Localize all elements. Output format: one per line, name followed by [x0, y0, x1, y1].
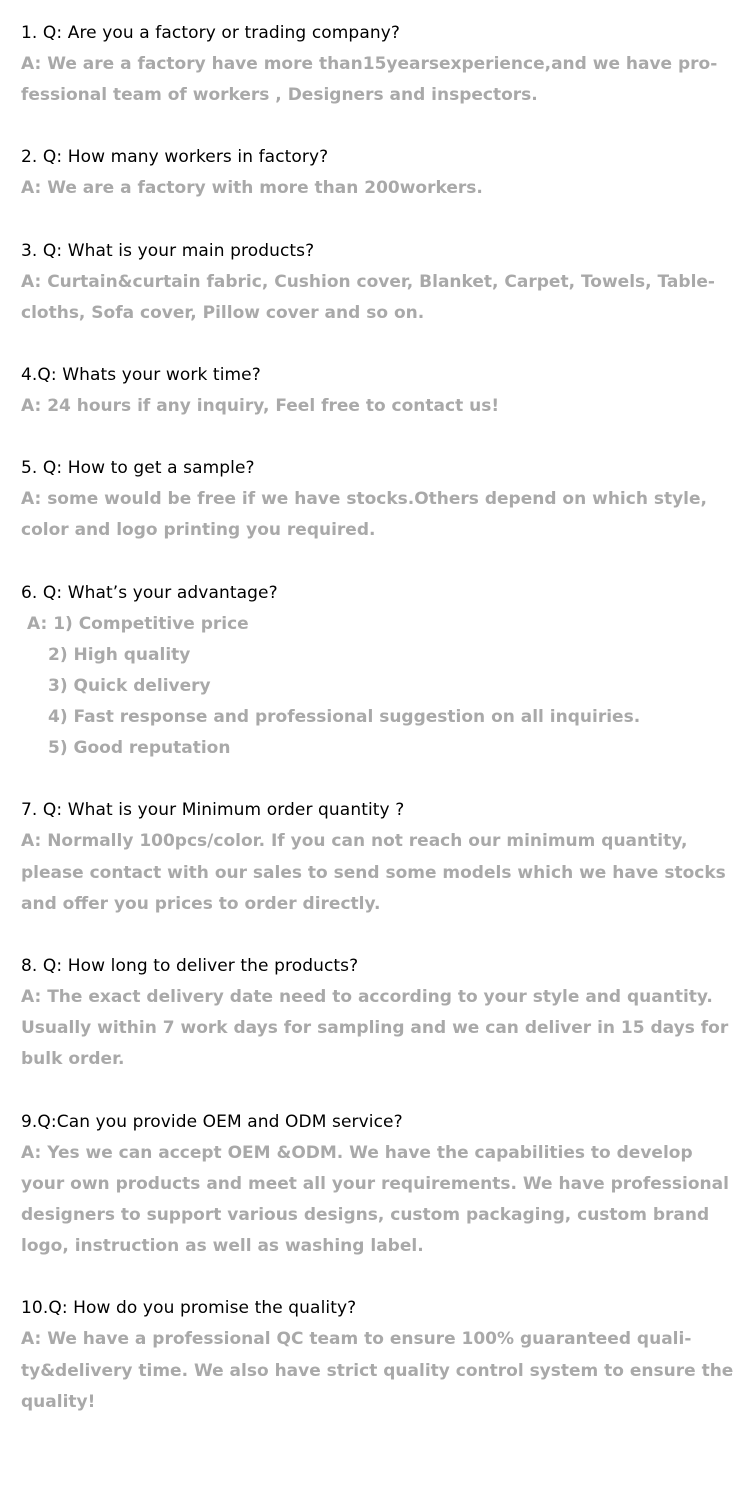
- faq-item-9: [21, 1107, 733, 1263]
- answer-line: A: 24 hours if any inquiry, Feel free to contact us!: [21, 395, 500, 416]
- faq-question: 2. Q: How many workers in factory?: [21, 147, 329, 168]
- faq-question: 5. Q: How to get a sample?: [21, 458, 255, 479]
- answer-line: bulk order.: [21, 1049, 125, 1070]
- answer-line: 4) Fast response and professional suggestion on all inquiries.: [48, 707, 641, 728]
- faq-answer: [21, 173, 733, 204]
- faq-item-8: [21, 951, 733, 1076]
- faq-item-7: [21, 795, 733, 920]
- faq-question: 9.Q:Can you provide OEM and ODM service?: [21, 1111, 403, 1132]
- answer-line: color and logo printing you required.: [21, 520, 376, 541]
- faq-answer: [21, 49, 733, 111]
- faq-question: 1. Q: Are you a factory or trading company?: [21, 23, 400, 43]
- faq-list: [21, 18, 733, 1449]
- faq-answer: [21, 609, 733, 765]
- faq-question: 10.Q: How do you promise the quality?: [21, 1298, 357, 1319]
- faq-answer: [21, 484, 733, 546]
- answer-line: logo, instruction as well as washing label.: [21, 1236, 424, 1257]
- answer-line: A: We are a factory with more than 200workers.: [21, 178, 483, 199]
- faq-question: 3. Q: What is your main products?: [21, 240, 315, 261]
- faq-question: 8. Q: How long to deliver the products?: [21, 956, 359, 976]
- faq-question: 7. Q: What is your Minimum order quantity ?: [21, 800, 405, 821]
- faq-item-3: [21, 236, 733, 329]
- faq-item-6: [21, 578, 733, 765]
- faq-answer: [21, 826, 733, 920]
- answer-line: designers to support various designs, custom packaging, custom brand: [21, 1204, 710, 1225]
- faq-item-10: [21, 1293, 733, 1418]
- faq-question: 6. Q: What’s your advantage?: [21, 582, 278, 603]
- faq-item-2: [21, 142, 733, 204]
- answer-line: fessional team of workers , Designers and inspectors.: [21, 85, 538, 106]
- faq-answer: [21, 982, 733, 1076]
- answer-line: ty&delivery time. We also have strict quality control system to ensure the: [21, 1360, 734, 1381]
- answer-line: 3) Quick delivery: [48, 675, 211, 696]
- faq-question: 4.Q: Whats your work time?: [21, 364, 261, 385]
- answer-line: please contact with our sales to send some models which we have stocks: [21, 862, 726, 883]
- answer-line: 2) High quality: [48, 644, 191, 665]
- faq-answer: [21, 391, 733, 422]
- answer-line: Usually within 7 work days for sampling and we can deliver in 15 days for: [21, 1018, 729, 1039]
- answer-line: cloths, Sofa cover, Pillow cover and so on.: [21, 302, 425, 323]
- answer-line: A: We are a factory have more than15yearsexperience,and we have pro-: [21, 54, 718, 74]
- answer-line: and offer you prices to order directly.: [21, 893, 381, 914]
- answer-line: A: Yes we can accept OEM &ODM. We have the capabilities to develop: [21, 1142, 693, 1163]
- answer-line: A: some would be free if we have stocks.Others depend on which style,: [21, 489, 708, 510]
- answer-line: A: We have a professional QC team to ensure 100% guaranteed quali-: [21, 1329, 692, 1350]
- answer-line: A: The exact delivery date need to according to your style and quantity.: [21, 987, 713, 1007]
- answer-line: A: Curtain&curtain fabric, Cushion cover, Blanket, Carpet, Towels, Table-: [21, 271, 715, 292]
- faq-answer: [21, 267, 733, 329]
- faq-item-4: [21, 360, 733, 422]
- answer-line: A: 1) Competitive price: [27, 613, 249, 634]
- faq-item-1: [21, 18, 733, 111]
- faq-answer: [21, 1138, 733, 1263]
- faq-answer: [21, 1324, 733, 1418]
- answer-line: A: Normally 100pcs/color. If you can not reach our minimum quantity,: [21, 831, 688, 852]
- faq-item-5: [21, 453, 733, 546]
- answer-line: quality!: [21, 1391, 96, 1412]
- answer-line: your own products and meet all your requirements. We have professional: [21, 1173, 729, 1194]
- answer-line: 5) Good reputation: [48, 738, 231, 759]
